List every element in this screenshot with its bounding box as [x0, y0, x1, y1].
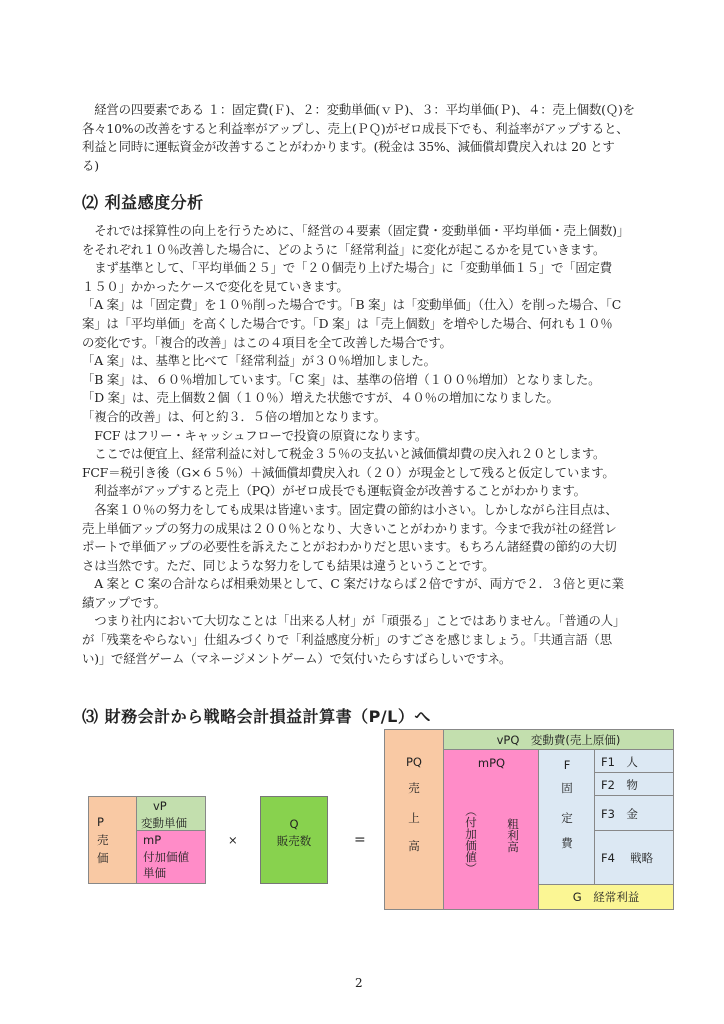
page-number: 2	[355, 976, 363, 990]
body-line: さは当然です。ただ、同じような努力をしても結果は違うということです。	[82, 557, 495, 573]
body-line: の変化です。「複合的改善」はこの４項目を全て改善した場合です。	[82, 334, 452, 350]
body-line: 績アップです。	[82, 594, 166, 610]
value-added-unit-box	[136, 831, 206, 884]
intro-paragraph	[82, 101, 652, 175]
fixed-cost-item-goods: F2 物	[595, 773, 673, 796]
body-line: まず基準として、「平均単価２５」で「２０個売り上げた場合」に「変動単価１５」で「固定費	[82, 260, 612, 276]
body-line: 「A 案」は、基準と比べて「経常利益」が３０％増加しました。	[82, 353, 436, 369]
ordinary-profit-box: G 経常利益	[539, 884, 673, 909]
strategic-pl-diagram	[384, 729, 674, 910]
mp-label: mP	[143, 833, 162, 847]
body-line: 「A 案」は「固定費」を１０％削った場合です。「B 案」は「変動単価」（仕入）を削った場合、「C	[82, 297, 622, 313]
body-line: 売上単価アップの努力の成果は２００％となり、大きいことがわかります。今まで我が社の経営レ	[82, 520, 617, 536]
body-line: １５０」かかったケースで変化を見ていきます。	[82, 278, 349, 294]
pq-char: 売	[408, 781, 420, 795]
intro-line: 利益と同時に運転資金が改善することがわかります。(税金は 35%、減価償却費戻入れは 20 とす	[82, 139, 615, 155]
body-line: い)」で経営ゲーム（マネージメントゲーム）で気付いたらすばらしいですネ。	[82, 650, 512, 666]
body-line: FCF はフリー・キャッシュフローで投資の原資になります。	[82, 427, 428, 443]
body-line: 「D 案」は、売上個数２個（１０％）増えた状態ですが、４０％の増加になりました。	[82, 390, 559, 406]
variable-unit-cost-box	[136, 796, 206, 831]
q-label: Q	[289, 817, 299, 831]
fixed-cost-box	[539, 750, 595, 884]
price-char: 売	[97, 833, 109, 847]
pq-char: 上	[408, 811, 420, 825]
body-line: FCF＝税引き後（G×６５％）＋減価償却費戻入れ（２０）が現金として残ると仮定しています。	[82, 464, 615, 480]
body-line: 各案１０％の努力をしても成果は皆違います。固定費の節約は小さい。しかしながら注目点は、	[82, 501, 618, 517]
section-heading-strategic-pl: ⑶ 財務会計から戦略会計損益計算書（P/L）へ	[82, 707, 431, 726]
intro-line: 各々10%の改善をすると利益率がアップし、売上(ＰＱ)がゼロ成長下でも、利益率がアップすると、	[82, 120, 629, 136]
unit-price-diagram	[88, 796, 378, 886]
body-line: 利益率がアップすると売上（PQ）がゼロ成長でも運転資金が改善することがわかります。	[82, 483, 586, 499]
fixed-cost-item-people: F1 人	[595, 750, 673, 773]
price-char: 価	[97, 851, 109, 865]
mpq-label: mPQ	[477, 756, 506, 770]
section-heading-profit-sensitivity: ⑵ 利益感度分析	[82, 193, 204, 212]
gross-profit-vertical: 粗利高	[506, 818, 520, 853]
variable-cost-header: vPQ 変動費(売上原価)	[444, 730, 673, 750]
value-added-vertical: （付加価値）	[464, 805, 478, 874]
body-line: A 案と C 案の合計ならば相乗効果として、C 案だけならば２倍ですが、両方で２．３倍と更に業	[82, 576, 624, 592]
body-line: ここでは便宜上、経常利益に対して税金３５％の支払いと減価償却費の戻入れ２０とします。	[82, 446, 606, 462]
mp-caption: 単価	[143, 866, 166, 880]
fixed-cost-item-strategy: F4 戦略	[595, 831, 673, 884]
price-label: P	[97, 815, 104, 829]
body-line: 「複合的改善」は、何と約３．５倍の増加となります。	[82, 408, 386, 424]
equals-sign: =	[354, 832, 366, 848]
body-line: 「B 案」は、６０％増加しています。「C 案」は、基準の倍増（１００％増加）となりました。	[82, 371, 601, 387]
body-line: ポートで単価アップの必要性を訴えたことがおわかりだと思います。もちろん諸経費の節約の大切	[82, 539, 617, 555]
q-caption: 販売数	[276, 834, 312, 848]
vp-caption: 変動単価	[141, 816, 187, 830]
fixed-cost-item-money: F3 金	[595, 796, 673, 831]
pq-char: 高	[408, 839, 420, 853]
quantity-box	[260, 796, 328, 884]
intro-line: る)	[82, 157, 99, 173]
body-line: が「残業をやらない」仕組みづくりで「利益感度分析」のすごさを感じましょう。「共通言語（思	[82, 632, 612, 648]
section2-body	[82, 222, 652, 668]
f-label: F	[563, 758, 571, 772]
f-char: 費	[561, 836, 573, 850]
price-box	[88, 796, 136, 884]
f-char: 固	[561, 781, 573, 795]
vp-label: vP	[153, 799, 167, 813]
body-line: 案」は「平均単価」を高くした場合です。「D 案」は「売上個数」を増やした場合、何れも１０％	[82, 315, 613, 331]
body-line: をそれぞれ１０％改善した場合に、どのように「経常利益」に変化が起こるかを見ていきます。	[82, 241, 606, 257]
sales-revenue-box	[385, 730, 444, 909]
body-line: それでは採算性の向上を行うために、「経営の４要素（固定費・変動単価・平均単価・売上個数)」	[82, 223, 630, 238]
gross-profit-box	[444, 750, 539, 909]
intro-line: 経営の四要素である １：固定費(Ｆ)、２：変動単価(ｖＰ)、３：平均単価(Ｐ)、４：売上個数(Ｑ)を	[82, 102, 635, 117]
mp-caption: 付加価値	[143, 850, 189, 864]
pq-label: PQ	[406, 755, 422, 769]
body-line: つまり社内において大切なことは「出来る人材」が「頑張る」ことではありません。「普通の人」	[82, 613, 626, 629]
f-char: 定	[561, 811, 573, 825]
times-sign: ×	[228, 833, 238, 847]
